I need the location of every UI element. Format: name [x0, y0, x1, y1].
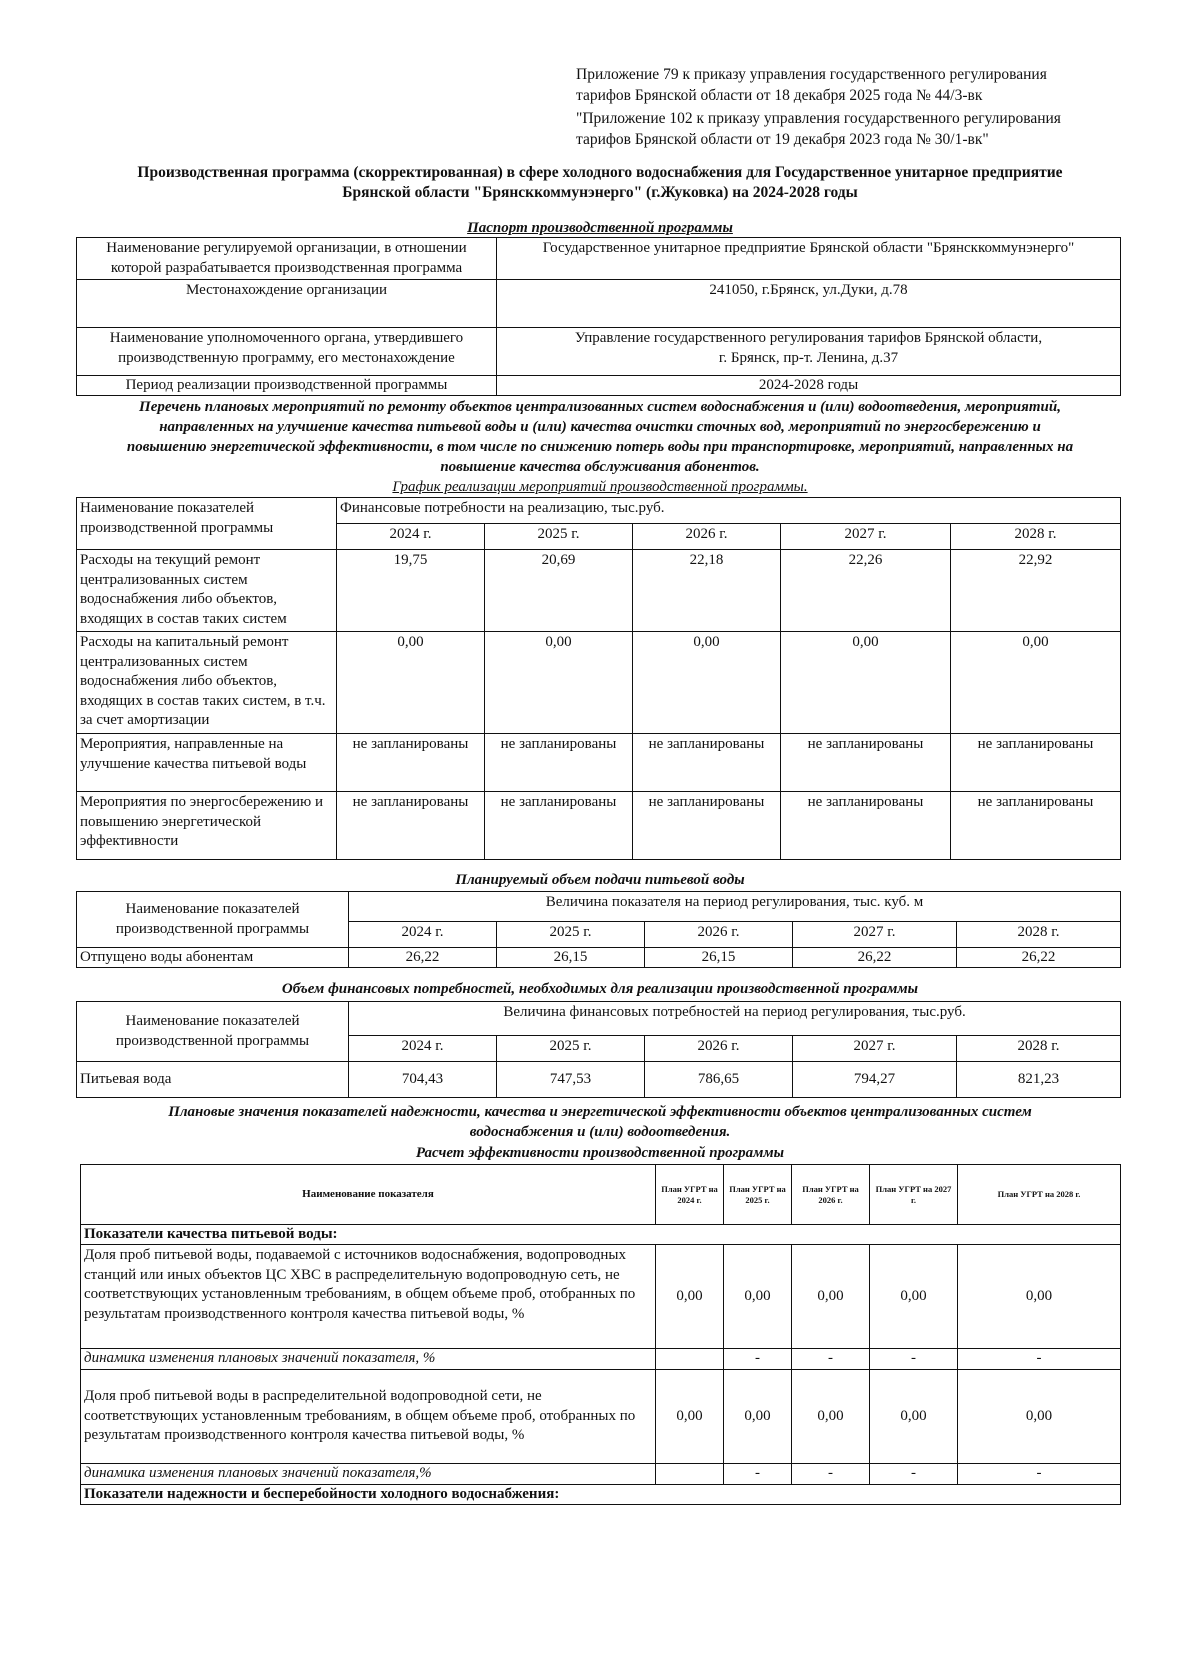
- table-row: [81, 1245, 1121, 1349]
- row-label: Доля проб питьевой воды, подаваемой с источников водоснабжения, водопроводных станций или иных объектов ЦС ХВС в распределительную водопроводную сеть, не соответствующих установленным требованиям, в общем объеме проб, отобранных по результатам производственного контроля качества питьевой воды, %: [81, 1245, 656, 1349]
- table-cell: 22,92: [951, 550, 1121, 632]
- passport-value-line2: г. Брянск, пр-т. Ленина, д.37: [718, 349, 899, 366]
- dynamics-label: динамика изменения плановых значений показателя,%: [81, 1464, 656, 1485]
- year-header: 2024 г.: [337, 524, 485, 550]
- row-label: Расходы на текущий ремонт централизованных систем водоснабжения либо объектов, входящих в состав таких систем: [77, 550, 337, 632]
- passport-row: [77, 328, 1121, 376]
- measures-col-header: Наименование показателей производственной программы: [77, 498, 337, 550]
- table-cell: -: [958, 1464, 1121, 1485]
- table-cell: 22,26: [781, 550, 951, 632]
- year-header: 2024 г.: [349, 922, 497, 948]
- table-cell: 794,27: [793, 1062, 957, 1098]
- table-cell: 704,43: [349, 1062, 497, 1098]
- table-row: [77, 948, 1121, 968]
- table-cell: 821,23: [957, 1062, 1121, 1098]
- finance-group-header: Величина финансовых потребностей на период регулирования, тыс.руб.: [349, 1002, 1121, 1036]
- passport-label: Наименование уполномоченного органа, утвердившего производственную программу, его местонахождение: [77, 328, 497, 376]
- table-cell: не запланированы: [485, 792, 633, 860]
- passport-label: Местонахождение организации: [77, 280, 497, 328]
- passport-value: Государственное унитарное предприятие Брянской области "Брянсккоммунэнерго": [497, 238, 1121, 280]
- table-cell: 747,53: [497, 1062, 645, 1098]
- table-cell: не запланированы: [337, 792, 485, 860]
- finance-header-row: [77, 1002, 1121, 1036]
- table-cell: не запланированы: [633, 734, 781, 792]
- document-title-line2: Брянской области "Брянсккоммунэнерго" (г.Жуковка) на 2024-2028 годы: [342, 184, 858, 201]
- measures-table: [76, 497, 1121, 860]
- passport-title: Паспорт производственной программы: [467, 220, 733, 236]
- quality-section-heading: Показатели качества питьевой воды:: [81, 1225, 1121, 1245]
- row-label: Расходы на капитальный ремонт централизованных систем водоснабжения либо объектов, входящих в состав таких систем, в т.ч. за счет амортизации: [77, 632, 337, 734]
- year-header: 2025 г.: [485, 524, 633, 550]
- year-header: 2025 г.: [497, 1036, 645, 1062]
- measures-intro-line: повышение качества обслуживания абонентов.: [440, 459, 760, 475]
- year-header: 2026 г.: [645, 1036, 793, 1062]
- table-cell: -: [870, 1464, 958, 1485]
- year-header: 2026 г.: [633, 524, 781, 550]
- plan-header: План УГРТ на 2025 г.: [724, 1165, 792, 1225]
- table-cell: 0,00: [656, 1370, 724, 1464]
- plan-header: План УГРТ на 2027 г.: [870, 1165, 958, 1225]
- appendix-note-1-line1: Приложение 79 к приказу управления государственного регулирования: [576, 66, 1047, 83]
- table-cell: 20,69: [485, 550, 633, 632]
- year-header: 2028 г.: [957, 922, 1121, 948]
- year-header: 2027 г.: [793, 1036, 957, 1062]
- table-cell: [656, 1349, 724, 1370]
- table-cell: 0,00: [951, 632, 1121, 734]
- table-cell: не запланированы: [951, 734, 1121, 792]
- table-row: [81, 1349, 1121, 1370]
- plan-header: План УГРТ на 2026 г.: [792, 1165, 870, 1225]
- passport-table: [76, 237, 1121, 396]
- document-title: [80, 163, 1120, 203]
- table-cell: 0,00: [781, 632, 951, 734]
- passport-row: [77, 238, 1121, 280]
- table-cell: [656, 1464, 724, 1485]
- efficiency-calc-title: Расчет эффективности производственной программы: [415, 1145, 785, 1161]
- table-cell: -: [870, 1349, 958, 1370]
- volume-table: [76, 891, 1121, 968]
- appendix-note-2: [576, 108, 1136, 150]
- table-row: [77, 734, 1121, 792]
- finance-title: Объем финансовых потребностей, необходимых для реализации производственной программы: [281, 981, 919, 997]
- dynamics-label: динамика изменения плановых значений показателя, %: [81, 1349, 656, 1370]
- appendix-note-2-line1: "Приложение 102 к приказу управления государственного регулирования: [576, 110, 1061, 127]
- passport-row: [77, 376, 1121, 396]
- year-header: 2027 г.: [781, 524, 951, 550]
- passport-label: Наименование регулируемой организации, в отношении которой разрабатывается производственная программа: [77, 238, 497, 280]
- year-header: 2026 г.: [645, 922, 793, 948]
- table-cell: не запланированы: [337, 734, 485, 792]
- year-header: 2025 г.: [497, 922, 645, 948]
- table-cell: 0,00: [485, 632, 633, 734]
- volume-title: Планируемый объем подачи питьевой воды: [455, 872, 745, 888]
- table-cell: 0,00: [958, 1245, 1121, 1349]
- row-label: Отпущено воды абонентам: [77, 948, 349, 968]
- plan-header: План УГРТ на 2024 г.: [656, 1165, 724, 1225]
- table-row: [77, 550, 1121, 632]
- table-cell: -: [792, 1464, 870, 1485]
- row-label: Доля проб питьевой воды в распределительной водопроводной сети, не соответствующих установленным требованиям, в общем объеме проб, отобранных по результатам производственного контроля качества питьевой воды, %: [81, 1370, 656, 1464]
- section-row: [81, 1485, 1121, 1505]
- row-label: Мероприятия по энергосбережению и повышению энергетической эффективности: [77, 792, 337, 860]
- table-cell: 22,18: [633, 550, 781, 632]
- table-row: [77, 792, 1121, 860]
- table-cell: -: [724, 1349, 792, 1370]
- volume-col-header: Наименование показателей производственной программы: [77, 892, 349, 948]
- table-cell: 0,00: [337, 632, 485, 734]
- measures-group-header: Финансовые потребности на реализацию, тыс.руб.: [337, 498, 1121, 524]
- table-cell: 0,00: [870, 1370, 958, 1464]
- table-cell: 0,00: [724, 1370, 792, 1464]
- reliability-section-heading: Показатели надежности и бесперебойности холодного водоснабжения:: [81, 1485, 1121, 1505]
- appendix-note-1-line2: тарифов Брянской области от 18 декабря 2025 года № 44/3-вк: [576, 87, 983, 104]
- table-cell: не запланированы: [633, 792, 781, 860]
- passport-value: 241050, г.Брянск, ул.Дуки, д.78: [497, 280, 1121, 328]
- row-label: Мероприятия, направленные на улучшение качества питьевой воды: [77, 734, 337, 792]
- passport-value: 2024-2028 годы: [497, 376, 1121, 396]
- table-cell: 0,00: [792, 1370, 870, 1464]
- passport-label: Период реализации производственной программы: [77, 376, 497, 396]
- passport-value: [497, 328, 1121, 376]
- passport-row: [77, 280, 1121, 328]
- volume-header-row: [77, 892, 1121, 922]
- measures-intro-line: Перечень плановых мероприятий по ремонту объектов централизованных систем водоснабжения и (или) водоотведения, мероприятий,: [139, 399, 1061, 415]
- schedule-title: График реализации мероприятий производственной программы.: [392, 479, 808, 495]
- table-cell: не запланированы: [485, 734, 633, 792]
- measures-header-row: [77, 498, 1121, 524]
- table-cell: 26,15: [645, 948, 793, 968]
- indicators-table: [80, 1164, 1121, 1505]
- table-row: [77, 1062, 1121, 1098]
- table-cell: 0,00: [656, 1245, 724, 1349]
- year-header: 2024 г.: [349, 1036, 497, 1062]
- appendix-note-1: [576, 64, 1136, 106]
- table-cell: 26,22: [793, 948, 957, 968]
- appendix-note-2-line2: тарифов Брянской области от 19 декабря 2023 года № 30/1-вк": [576, 131, 989, 148]
- year-header: 2028 г.: [957, 1036, 1121, 1062]
- year-header: 2027 г.: [793, 922, 957, 948]
- year-header: 2028 г.: [951, 524, 1121, 550]
- indicators-intro-line2: водоснабжения и (или) водоотведения.: [469, 1124, 731, 1140]
- table-cell: 0,00: [958, 1370, 1121, 1464]
- table-cell: -: [724, 1464, 792, 1485]
- table-cell: 0,00: [792, 1245, 870, 1349]
- table-cell: 19,75: [337, 550, 485, 632]
- indicators-col-header: Наименование показателя: [81, 1165, 656, 1225]
- table-cell: 26,15: [497, 948, 645, 968]
- passport-value-line1: Управление государственного регулирования тарифов Брянской области,: [574, 330, 1043, 346]
- table-cell: не запланированы: [781, 792, 951, 860]
- volume-group-header: Величина показателя на период регулирования, тыс. куб. м: [349, 892, 1121, 922]
- table-cell: 0,00: [633, 632, 781, 734]
- table-cell: 26,22: [957, 948, 1121, 968]
- table-cell: 0,00: [724, 1245, 792, 1349]
- table-cell: 786,65: [645, 1062, 793, 1098]
- plan-header: План УГРТ на 2028 г.: [958, 1165, 1121, 1225]
- table-cell: 0,00: [870, 1245, 958, 1349]
- table-cell: не запланированы: [951, 792, 1121, 860]
- indicators-intro-line1: Плановые значения показателей надежности, качества и энергетической эффективности объектов централизованных систем: [168, 1104, 1032, 1120]
- row-label: Питьевая вода: [77, 1062, 349, 1098]
- finance-table: [76, 1001, 1121, 1098]
- measures-intro: [76, 397, 1124, 477]
- table-row: [77, 632, 1121, 734]
- measures-intro-line: направленных на улучшение качества питьевой воды и (или) качества очистки сточных вод, мероприятий по энергосбережению и: [159, 419, 1041, 435]
- indicators-intro: [80, 1102, 1120, 1142]
- measures-intro-line: повышению энергетической эффективности, в том числе по снижению потерь воды при транспортировке, мероприятий, направленных на: [126, 439, 1074, 455]
- document-title-line1: Производственная программа (скорректированная) в сфере холодного водоснабжения для Государственное унитарное предприятие: [137, 164, 1063, 181]
- finance-col-header: Наименование показателей производственной программы: [77, 1002, 349, 1062]
- table-cell: -: [792, 1349, 870, 1370]
- table-row: [81, 1370, 1121, 1464]
- table-cell: 26,22: [349, 948, 497, 968]
- table-cell: -: [958, 1349, 1121, 1370]
- table-row: [81, 1464, 1121, 1485]
- section-row: [81, 1225, 1121, 1245]
- table-cell: не запланированы: [781, 734, 951, 792]
- indicators-header-row: [81, 1165, 1121, 1225]
